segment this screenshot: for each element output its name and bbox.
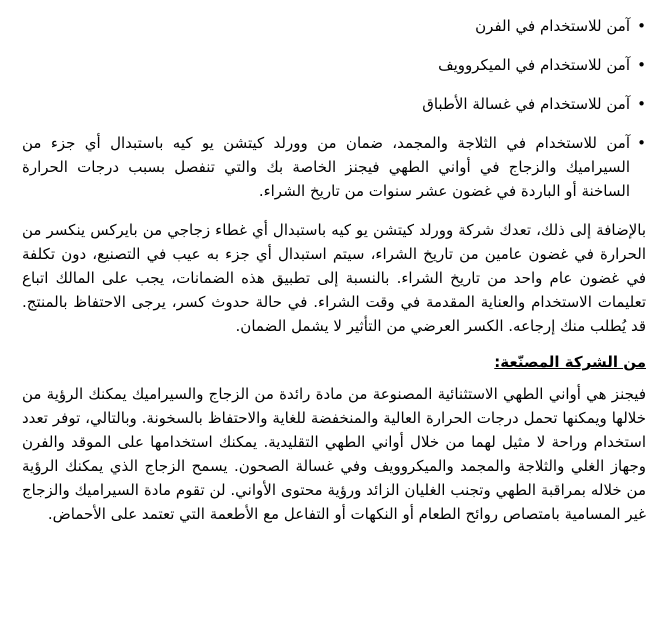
feature-text: آمن للاستخدام في الفرن: [475, 17, 630, 35]
warranty-paragraph: بالإضافة إلى ذلك، تعدك شركة وورلد كيتشن يو كيه باستبدال أي غطاء زجاجي من بايركس ينكسر من الحرارة في غضون عامين من تاريخ الشراء، سيتم استبدال أي جزء به عيب في التصنيع، دون تكلفة في غضون عام واحد من تاريخ الشراء. بالنسبة إلى تطبيق هذه الضمانات، يجب على المالك اتباع تعليمات الاستخدام والعناية المقدمة في وقت الشراء. في حالة حدوث كسر، يرجى الاحتفاظ بالمنتج. قد يُطلب منك إرجاعه. الكسر العرضي من التأثير لا يشمل الضمان.: [22, 221, 646, 335]
feature-text: آمن للاستخدام في الثلاجة والمجمد، ضمان من وورلد كيتشن يو كيه باستبدال أي جزء من السيراميك والزجاج في أواني الطهي فيجنز الخاصة بك والتي تنفصل بسبب درجات الحرارة الساخنة أو الباردة في غضون عشر سنوات من تاريخ الشراء.: [22, 134, 630, 200]
features-list: [22, 14, 646, 203]
manufacturer-heading: من الشركة المصنّعة:: [494, 353, 646, 371]
bullet-icon: •: [637, 17, 646, 35]
manufacturer-paragraph: فيجنز هي أواني الطهي الاستثنائية المصنوعة من مادة رائدة من الزجاج والسيراميك يمكنك الرؤية من خلالها ويمكنها تحمل درجات الحرارة العالية والمنخفضة للغاية والاحتفاظ بالسخونة. وبالتالي، توفر تعدد استخدام وراحة لا مثيل لهما من خلال أواني الطهي التقليدية. يمكنك استخدامها على الموقد والفرن وجهاز الغلي والثلاجة والمجمد والميكروويف وفي غسالة الصحون. يسمح الزجاج الذي يمكنك الرؤية من خلاله بمراقبة الطهي وتجنب الغليان الزائد ورؤية محتوى الأواني. لن تقوم مادة السيراميك والزجاج غير المسامية بامتصاص روائح الطعام أو النكهات أو التفاعل مع الأطعمة التي تعتمد على الأحماض.: [22, 385, 646, 523]
list-item: [22, 53, 646, 77]
bullet-icon: •: [637, 56, 646, 74]
bullet-icon: •: [637, 95, 646, 113]
list-item: [22, 14, 646, 38]
feature-text: آمن للاستخدام في الميكروويف: [438, 56, 630, 74]
bullet-icon: •: [637, 134, 646, 152]
list-item: [22, 92, 646, 116]
list-item: [22, 131, 646, 203]
feature-text: آمن للاستخدام في غسالة الأطباق: [422, 95, 630, 113]
